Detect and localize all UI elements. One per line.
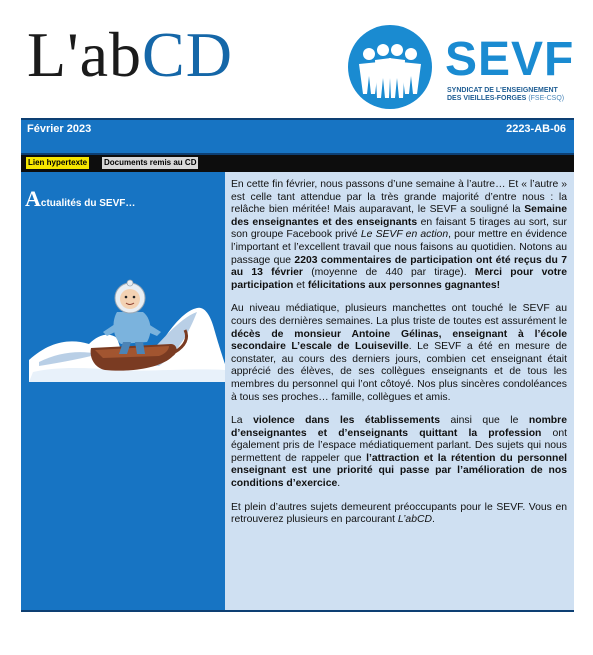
bold-run: nombre d’enseignantes et d’enseignants quittant la profession (231, 415, 567, 439)
legend-bar (21, 155, 574, 172)
article-paragraph-2 (231, 303, 567, 404)
abcd-logo (27, 20, 233, 90)
date-bar (21, 118, 574, 155)
bold-run: 2203 commentaires de participation ont été reçus du 7 au 13 février (231, 254, 567, 279)
issue-code: 2223-AB-06 (506, 123, 566, 135)
abcd-logo-blue: CD (142, 19, 233, 90)
bold-run: Merci pour votre participation (231, 267, 567, 291)
article-paragraph-1 (231, 179, 567, 292)
text-run: . (432, 514, 435, 526)
text-run: . Le SEVF a été en mesure de constater, au cours des derniers jours, combien cet enseignant était apprécié des élèves, de ses collègues enseignants et de tous les membres du personnel qui l’ont côtoyé. Nos plus sincères condoléances à tous ses proches… famille, collègues et amis. (231, 341, 568, 403)
article-panel (225, 172, 574, 610)
sevf-subtitle (447, 87, 564, 103)
text-run: ainsi que le (440, 415, 529, 427)
sledding-child-illustration-icon (29, 272, 225, 382)
bold-run: félicitations aux personnes gagnantes! (307, 279, 501, 291)
text-run: et (293, 279, 308, 291)
sidebar (21, 172, 225, 610)
bold-run: Semaine des enseignantes et des enseignants (231, 204, 567, 228)
text-run: . (337, 478, 341, 490)
text-run: La (231, 415, 254, 427)
text-run: Et plein d’autres sujets demeurent préoccupants pour le SEVF. Vous en retrouverez plusieurs en parcourant (231, 501, 567, 526)
article-body (231, 179, 567, 538)
text-run: En cette fin février, nous passons d’une semaine à l’autre… Et « l’autre » est celle tant attendue par la très grande majorité d’entre nous : la relâche bien méritée! Mais auparavant, le SEVF a souligné la (231, 179, 567, 216)
sevf-subtitle-line2-main: DES VIEILLES-FORGES (447, 95, 527, 102)
sevf-subtitle-suffix: (FSE-CSQ) (528, 95, 565, 102)
issue-date: Février 2023 (27, 123, 92, 135)
text-run: en faisant 5 tirages au sort, sur son groupe Facebook privé (231, 216, 568, 241)
bold-run: décès de monsieur Antoine Gélinas, enseignant à l’école secondaire L’escale de Louiseville (231, 328, 567, 353)
sevf-wordmark: SEVF (445, 33, 575, 86)
hyperlink-legend-tag[interactable]: Lien hypertexte (28, 158, 88, 167)
bold-run: l’attraction et la rétention du personnel enseignant est une priorité qui passe par l’amélioration de nos conditions d’exercice (231, 452, 567, 490)
section-title (25, 186, 135, 212)
article-paragraph-4 (231, 502, 567, 527)
italic-run: Le SEVF en action (360, 229, 449, 241)
bottom-rule (21, 610, 574, 612)
documents-legend-tag[interactable]: Documents remis au CD (104, 158, 197, 167)
text-run: (moyenne de 440 par tirage). (302, 267, 475, 279)
text-run: Au niveau médiatique, plusieurs manchettes ont touché le SEVF au cours des dernières semaines. La plus triste de toutes est assurément le (231, 303, 567, 327)
text-run: , pour mettre en évidence l’important et l’excellent travail que nous faisons au quotidien. Notons au passage que (231, 229, 567, 266)
sevf-subtitle-line2 (447, 95, 564, 103)
section-title-initial: A (25, 186, 41, 211)
bold-run: violence dans les établissements (253, 415, 440, 427)
italic-run: L’abCD (397, 514, 433, 526)
abcd-logo-dark: L'ab (27, 19, 143, 90)
article-paragraph-3 (231, 415, 567, 491)
section-title-rest: ctualités du SEVF… (40, 198, 136, 209)
text-run: ont également pris de l’espace médiatiquement parlant. Des sujets qui nous permettent de rappeler que (231, 427, 567, 464)
sevf-emblem-icon (347, 24, 433, 110)
sevf-subtitle-line1: SYNDICAT DE L'ENSEIGNEMENT (447, 87, 558, 94)
